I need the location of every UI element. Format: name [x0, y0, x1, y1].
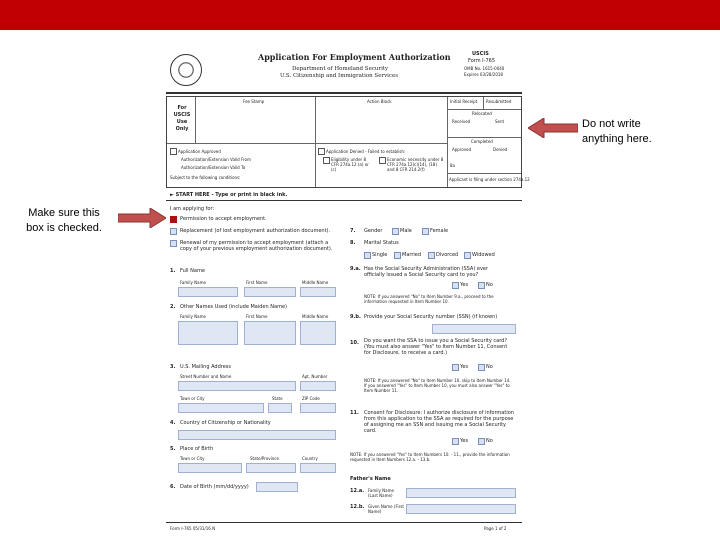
gender-female-label: Female [430, 228, 449, 234]
uscis-use-only-box [166, 96, 530, 188]
valid-to-label: Authorization/Extension Valid To [181, 165, 246, 170]
application-approved-label: Application Approved [178, 149, 221, 154]
q1-number: 1. [170, 268, 176, 274]
office-use-label: For USCIS Use Only [173, 105, 191, 132]
initial-receipt-label: Initial Receipt [450, 99, 478, 104]
q11-number: 11. [350, 410, 359, 416]
q11-no-label: No [486, 438, 493, 444]
q3-state-label: State [272, 396, 283, 401]
applying-for-label: I am applying for: [170, 206, 215, 212]
valid-from-label: Authorization/Extension Valid From [181, 157, 251, 162]
gender-female-checkbox[interactable] [422, 228, 429, 235]
q12b-given-name-input[interactable] [406, 504, 516, 514]
callout-left-line-1: Make sure this [28, 207, 100, 219]
callout-checkbox-note [14, 206, 114, 236]
q6-dob-input[interactable] [256, 482, 298, 492]
q10-yes-label: Yes [460, 364, 469, 370]
eligibility-label: Eligibility under 8 CFR 274a.12 (a) or (c) [331, 157, 369, 172]
callout-right-line-2: anything here. [582, 133, 652, 145]
q5-col-city: Town or City [180, 456, 205, 461]
q10-yes-checkbox[interactable] [452, 364, 459, 371]
footer-page-number: Page 1 of 2 [484, 526, 507, 531]
gender-male-checkbox[interactable] [392, 228, 399, 235]
form-i765-page [166, 48, 530, 536]
arrow-left-icon [528, 118, 578, 138]
q11-no-checkbox[interactable] [478, 438, 485, 445]
q4-number: 4. [170, 420, 176, 426]
subject-to-label: Subject to the following conditions: [170, 175, 241, 180]
q5-city-input[interactable] [178, 463, 242, 473]
q2-col-family: Family Name [180, 314, 206, 319]
q1-col-family: Family Name [180, 280, 206, 285]
replacement-checkbox[interactable] [170, 228, 177, 235]
callout-left-line-2: box is checked. [26, 222, 102, 234]
renewal-checkbox[interactable] [170, 240, 177, 247]
q10-no-label: No [486, 364, 493, 370]
q3-apt-label: Apt. Number [302, 374, 328, 379]
q1-family-name-input[interactable] [178, 287, 238, 297]
q3-street-label: Street Number and Name [180, 374, 232, 379]
note-9a: NOTE: If you answered "No" to Item Number 9.a., proceed to the information requested in Item Number 10. [364, 294, 494, 304]
q1-col-middle: Middle Name [302, 280, 329, 285]
agency-code: USCIS [472, 51, 489, 57]
q12a-number: 12.a. [350, 488, 365, 494]
q3-label: U.S. Mailing Address [180, 364, 231, 370]
q9b-ssn-input[interactable] [432, 324, 516, 334]
marital-divorced-label: Divorced [436, 252, 459, 258]
economic-necessity-checkbox[interactable] [379, 157, 386, 164]
footer-form-id: Form I-765 05/31/16 N [170, 526, 216, 531]
fee-stamp-label: Fee Stamp [243, 99, 265, 104]
q5-number: 5. [170, 446, 176, 452]
q1-first-name-input[interactable] [244, 287, 296, 297]
marital-married-checkbox[interactable] [394, 252, 401, 259]
q9a-number: 9.a. [350, 266, 361, 272]
marital-widowed-label: Widowed [472, 252, 495, 258]
callout-office-use-note [582, 117, 692, 147]
title-bar-accent [0, 0, 720, 30]
approved-label: Approved [452, 147, 472, 152]
q5-country-input[interactable] [300, 463, 336, 473]
application-denied-label: Application Denied - Failed to establish: [326, 149, 406, 154]
denied-label: Denied [493, 147, 508, 152]
q4-label: Country of Citizenship or Nationality [180, 420, 271, 426]
applicant-filing-label: Applicant is filing under section 274a.12 [449, 177, 530, 182]
q5-col-state: State/Province [250, 456, 279, 461]
q2-first-name-input[interactable] [244, 321, 296, 345]
q11-yes-label: Yes [460, 438, 469, 444]
eligibility-checkbox[interactable] [323, 157, 330, 164]
sent-label: Sent [495, 119, 505, 124]
q5-label: Place of Birth [180, 446, 214, 452]
q7-label: Gender [364, 228, 383, 234]
q12b-number: 12.b. [350, 504, 365, 510]
q2-middle-name-input[interactable] [300, 321, 336, 345]
q2-family-name-input[interactable] [178, 321, 238, 345]
action-block-label: Action Block [367, 99, 392, 104]
note-11: NOTE: If you answered "Yes" to Item Numbers 10. - 11., provide the information requested in Item Numbers 12.a. - 13.b. [350, 452, 510, 462]
application-approved-checkbox[interactable] [170, 148, 177, 155]
marital-married-label: Married [402, 252, 422, 258]
q3-street-input[interactable] [178, 381, 296, 391]
omb-number: OMB No. 1615-0040 [464, 66, 505, 71]
q11-label: Consent for Disclosure: I authorize disclosure of information from this application to the SSA as required for the purpose of assigning me an SSN and issuing me a Social Security card. [364, 410, 514, 434]
q9b-number: 9.b. [350, 314, 361, 320]
q1-middle-name-input[interactable] [300, 287, 336, 297]
q3-apt-input[interactable] [300, 381, 336, 391]
q2-number: 2. [170, 304, 176, 310]
q2-col-middle: Middle Name [302, 314, 329, 319]
q5-state-input[interactable] [246, 463, 296, 473]
received-label: Received [452, 119, 471, 124]
footer-rule [166, 522, 522, 523]
replacement-option: Replacement (of lost employment authorization document). [180, 228, 331, 234]
relocated-label: Relocated [472, 111, 492, 116]
permission-option: Permission to accept employment. [180, 216, 267, 222]
q9a-yes-label: Yes [460, 282, 469, 288]
q3-zip-input[interactable] [300, 403, 336, 413]
completed-label: Completed [471, 139, 493, 144]
arrow-right-icon [118, 208, 166, 228]
form-number: Form I-765 [468, 58, 496, 64]
q3-number: 3. [170, 364, 176, 370]
marital-single-label: Single [372, 252, 388, 258]
permission-checkbox[interactable] [170, 216, 177, 223]
q3-city-input[interactable] [178, 403, 264, 413]
q1-col-first: First Name [246, 280, 268, 285]
header-rule [166, 92, 522, 94]
resubmitted-label: Resubmitted [486, 99, 512, 104]
q12b-label: Given Name (First Name) [368, 504, 404, 514]
q8-label: Marital Status [364, 240, 399, 246]
q2-label: Other Names Used (include Maiden Name) [180, 304, 287, 310]
renewal-option: Renewal of my permission to accept employment (attach a copy of your previous employment authorization document). [180, 240, 333, 252]
q5-col-country: Country [302, 456, 318, 461]
marital-single-checkbox[interactable] [364, 252, 371, 259]
note-10: NOTE: If you answered "No" to Item Number 10, skip to Item Number 14. If you answered "Yes" to Item Number 10, you must also answer "Yes" to Item Number 11. [364, 378, 511, 393]
start-here-instruction: ► START HERE - Type or print in black ink. [170, 192, 288, 198]
q10-number: 10. [350, 340, 359, 346]
q1-label: Full Name [180, 268, 205, 274]
form-title: Application For Employment Authorization [258, 52, 451, 62]
marital-divorced-checkbox[interactable] [428, 252, 435, 259]
expiration-date: Expires 03/28/2018 [464, 72, 503, 77]
q10-label: Do you want the SSA to issue you a Social Security card? (You must also answer "Yes" to Item Number 11, Consent for Disclosure, to receive a card.) [364, 338, 508, 356]
q3-zip-label: ZIP Code [302, 396, 320, 401]
q10-no-checkbox[interactable] [478, 364, 485, 371]
dhs-seal-icon [170, 54, 202, 86]
q9a-no-label: No [486, 282, 493, 288]
q9a-yes-checkbox[interactable] [452, 282, 459, 289]
department-name: Department of Homeland Security [292, 66, 389, 72]
q11-yes-checkbox[interactable] [452, 438, 459, 445]
q6-label: Date of Birth (mm/dd/yyyy) [180, 484, 249, 490]
agency-name: U.S. Citizenship and Immigration Services [280, 73, 399, 79]
fathers-name-heading: Father's Name [350, 476, 391, 482]
q4-citizenship-input[interactable] [178, 430, 336, 440]
marital-widowed-checkbox[interactable] [464, 252, 471, 259]
economic-necessity-label: Economic necessity under 8 CFR 274a.12(c)(14), (18) and 8 CFR 214.2(f) [387, 157, 444, 172]
q8-number: 8. [350, 240, 356, 246]
q12a-label: Family Name (Last Name) [368, 488, 394, 498]
q3-city-label: Town or City [180, 396, 205, 401]
gender-male-label: Male [400, 228, 412, 234]
q9b-label: Provide your Social Security number (SSN) (if known) [364, 314, 498, 320]
q12a-family-name-input[interactable] [406, 488, 516, 498]
callout-right-line-1: Do not write [582, 118, 641, 130]
start-rule [166, 200, 522, 201]
q9a-no-checkbox[interactable] [478, 282, 485, 289]
signature-mark: 8a [450, 163, 455, 168]
q9a-label: Has the Social Security Administration (SSA) ever officially issued a Social Security card to you? [364, 266, 489, 278]
q7-number: 7. [350, 228, 356, 234]
q6-number: 6. [170, 484, 176, 490]
q3-state-select[interactable] [268, 403, 292, 413]
q2-col-first: First Name [246, 314, 268, 319]
application-denied-checkbox[interactable] [318, 148, 325, 155]
